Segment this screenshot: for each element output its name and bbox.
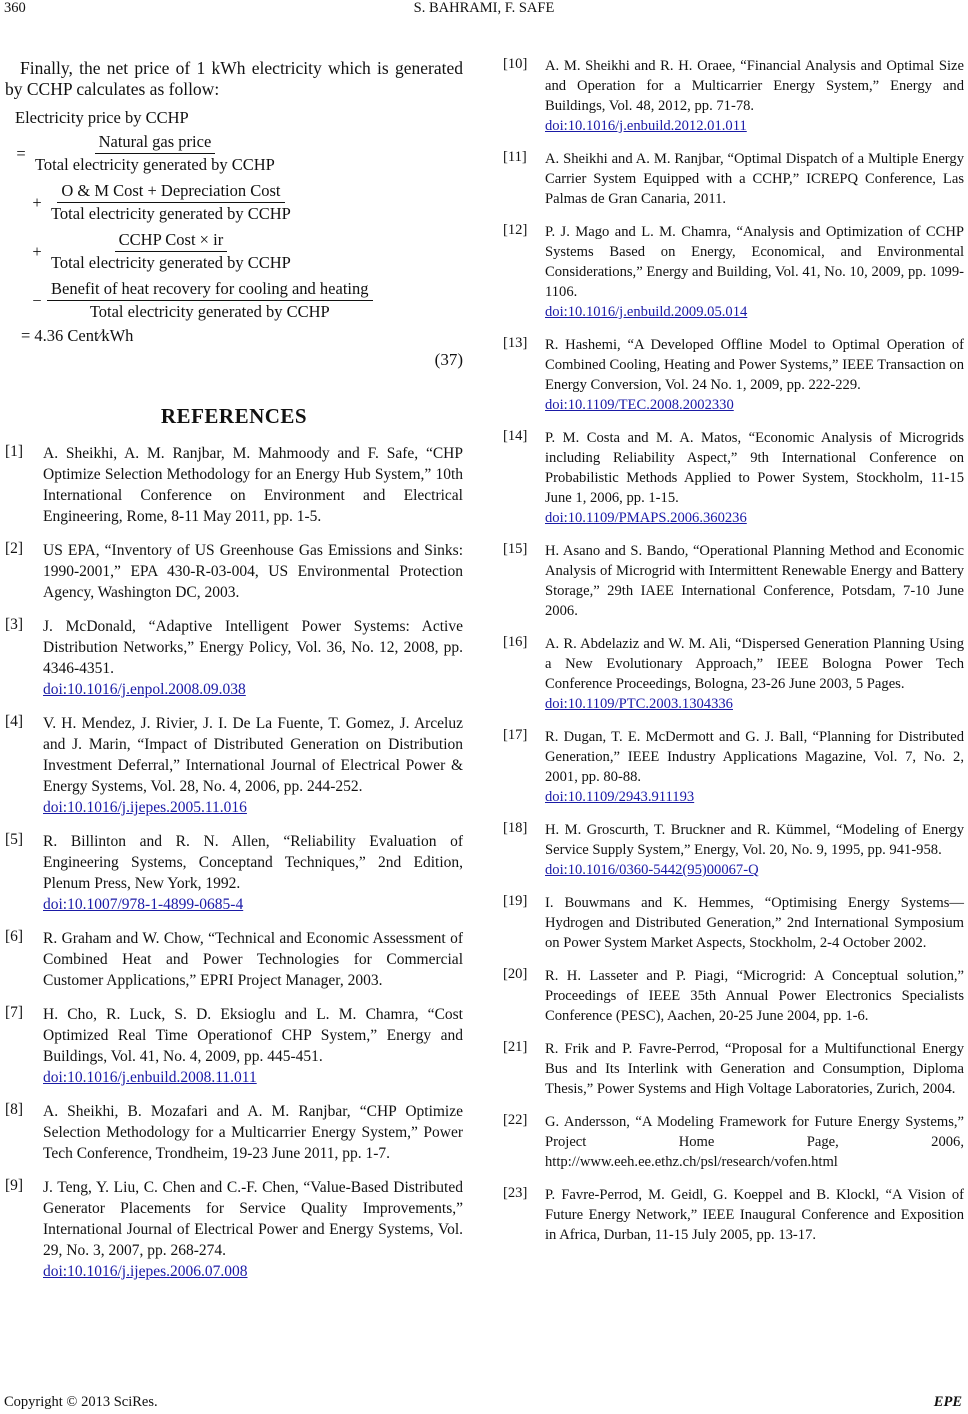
doi-link[interactable]: doi:10.1109/PTC.2003.1304336: [545, 696, 733, 712]
equation-lhs: Electricity price by CCHP: [15, 108, 189, 127]
reference-text: V. H. Mendez, J. Rivier, J. I. De La Fuente, T. Gomez, J. Arceluz and J. Marin, “Impact of Distributed Generation on Distribution Investment Deferral,” International Journal of Electrical Power & Energy Systems, Vol. 28, No. 4, 2006, pp. 244-252.: [43, 715, 463, 795]
reference-label: [20]: [503, 966, 528, 982]
reference-label: [7]: [5, 1004, 24, 1021]
reference-text-block: [545, 335, 964, 415]
term-heat-recovery: [47, 279, 373, 322]
fraction-denominator: Total electricity generated by CCHP: [89, 302, 330, 321]
reference-item: [503, 335, 964, 415]
term-cchp-cost: [47, 230, 295, 273]
doi-link[interactable]: doi:10.1109/PMAPS.2006.360236: [545, 510, 747, 526]
reference-item: [5, 1177, 463, 1282]
reference-item: [503, 149, 964, 209]
doi-link[interactable]: doi:10.1016/j.enbuild.2008.11.011: [43, 1069, 257, 1086]
equation-37: [5, 108, 463, 370]
reference-text-block: [43, 1101, 463, 1164]
reference-item: [503, 1185, 964, 1245]
reference-text-block: [545, 1185, 964, 1245]
reference-text-block: [545, 727, 964, 807]
reference-label: [16]: [503, 634, 528, 650]
references-heading: REFERENCES: [160, 404, 308, 428]
reference-label: [3]: [5, 616, 24, 633]
reference-text: P. J. Mago and L. M. Chamra, “Analysis and Optimization of CCHP Systems Based on Energy, Economical, and Environmental Considerations,” Energy and Building, Vol. 41, No. 10, 2009, pp. 1099-1106.: [545, 224, 964, 300]
copyright-notice: Copyright © 2013 SciRes.: [4, 1394, 158, 1410]
reference-label: [8]: [5, 1101, 24, 1118]
references-right: [503, 56, 964, 1245]
reference-text: R. H. Lasseter and P. Piagi, “Microgrid: A Conceptual solution,” Proceedings of IEEE 35th Annual Power Electronics Specialists Conference (PESC), Aachen, 20-25 June 2004, pp. 1-6.: [545, 968, 964, 1024]
reference-text: R. Graham and W. Chow, “Technical and Economic Assessment of Combined Heat and Power Technologies for Commercial Customer Applications,” EPRI Project Manager, 2003.: [43, 930, 463, 989]
reference-text-block: [43, 1177, 463, 1282]
reference-text: A. R. Abdelaziz and W. M. Ali, “Dispersed Generation Planning Using a New Evolutionary Approach,” IEEE Bologna Power Tech Conference Proceedings, Bologna, 23-26 June 2003, 5 Pages.: [545, 636, 964, 692]
reference-text: R. Hashemi, “A Developed Offline Model to Optimal Operation of Combined Cooling, Heating and Power Systems,” IEEE Transaction on Energy Conversion, Vol. 24 No. 1, 2009, pp. 222-229.: [545, 337, 964, 393]
reference-label: [6]: [5, 928, 24, 945]
reference-text-block: [545, 1112, 964, 1172]
reference-text: A. M. Sheikhi and R. H. Oraee, “Financial Analysis and Optimal Size and Operation for a Multicarrier Energy System,” Energy and Buildings, Vol. 48, 2012, pp. 71-78.: [545, 58, 964, 114]
reference-text: A. Sheikhi, B. Mozafari and A. M. Ranjbar, “CHP Optimize Selection Methodology for a Multicarrier Energy System,” Power Tech Conference, Trondheim, 19-23 June 2011, pp. 1-7.: [43, 1103, 463, 1162]
reference-text: US EPA, “Inventory of US Greenhouse Gas Emissions and Sinks: 1990-2001,” EPA 430-R-03-004, US Environmental Protection Agency, Washington DC, 2003.: [43, 542, 463, 601]
equation-result: = 4.36 Cent⁄kWh: [21, 326, 134, 345]
reference-label: [1]: [5, 443, 24, 460]
reference-text: P. Favre-Perrod, M. Geidl, G. Koeppel and B. Klockl, “A Vision of Future Energy Network,” IEEE Inaugural Conference and Exposition in Africa, Durban, 11-15 July 2005, pp. 13-17.: [545, 1187, 964, 1243]
reference-label: [11]: [503, 149, 527, 165]
reference-item: [503, 820, 964, 880]
reference-item: [5, 831, 463, 915]
doi-link[interactable]: doi:10.1007/978-1-4899-0685-4: [43, 896, 244, 913]
reference-item: [5, 443, 463, 527]
doi-link[interactable]: doi:10.1016/j.enbuild.2012.01.011: [545, 118, 747, 134]
reference-label: [10]: [503, 56, 528, 72]
reference-text: H. Asano and S. Bando, “Operational Planning Method and Economic Analysis of Microgrid with Intermittent Renewable Energy and Battery Storage,” 29th IAEE International Conference, Potsdam, 7-10 June 2006.: [545, 543, 964, 619]
intro-paragraph: Finally, the net price of 1 kWh electricity which is generated by CCHP calculates as follow:: [5, 58, 463, 99]
reference-label: [2]: [5, 540, 24, 557]
doi-link[interactable]: doi:10.1109/2943.911193: [545, 789, 695, 805]
reference-item: [503, 222, 964, 322]
reference-text: J. McDonald, “Adaptive Intelligent Power Systems: Active Distribution Networks,” Energy Policy, Vol. 36, No. 12, 2008, pp. 4346-4351.: [43, 618, 463, 677]
reference-text-block: [545, 1039, 964, 1099]
reference-item: [503, 727, 964, 807]
reference-label: [14]: [503, 428, 528, 444]
term-om-depreciation: [47, 181, 295, 224]
reference-text-block: [43, 831, 463, 915]
doi-link[interactable]: doi:10.1016/j.ijepes.2006.07.008: [43, 1263, 248, 1280]
doi-link[interactable]: doi:10.1016/j.ijepes.2005.11.016: [43, 799, 247, 816]
reference-text: R. Dugan, T. E. McDermott and G. J. Ball, “Planning for Distributed Generation,” IEEE Industry Applications Magazine, Vol. 7, No. 2, 2001, pp. 80-88.: [545, 729, 964, 785]
reference-label: [23]: [503, 1185, 528, 1201]
reference-label: [18]: [503, 820, 528, 836]
equals-sign: =: [16, 143, 26, 163]
reference-text-block: [43, 928, 463, 991]
reference-item: [503, 1112, 964, 1172]
reference-label: [12]: [503, 222, 528, 238]
reference-text-block: [545, 222, 964, 322]
reference-label: [9]: [5, 1177, 24, 1194]
reference-text-block: [545, 428, 964, 528]
reference-text-block: [43, 616, 463, 700]
reference-text-block: [43, 713, 463, 818]
reference-label: [19]: [503, 893, 528, 909]
reference-item: [5, 928, 463, 991]
reference-text: G. Andersson, “A Modeling Framework for Future Energy Systems,” Project Home Page, 2006, http://www.eeh.ee.ethz.ch/psl/research/vofen.html: [545, 1114, 964, 1170]
reference-item: [503, 56, 964, 136]
running-head: S. BAHRAMI, F. SAFE: [413, 0, 555, 16]
fraction-numerator: CCHP Cost × ir: [115, 230, 228, 252]
reference-text-block: [545, 541, 964, 621]
reference-text: J. Teng, Y. Liu, C. Chen and C.-F. Chen, “Value-Based Distributed Generator Placements for Service Quality Improvements,” International Journal of Electrical Power and Energy Systems, Vol. 29, No. 3, 2007, pp. 268-274.: [43, 1179, 463, 1259]
journal-abbrev: EPE: [933, 1394, 962, 1410]
reference-label: [22]: [503, 1112, 528, 1128]
reference-text-block: [43, 540, 463, 603]
fraction-denominator: Total electricity generated by CCHP: [35, 155, 275, 174]
reference-item: [503, 541, 964, 621]
reference-text: I. Bouwmans and K. Hemmes, “Optimising Energy Systems—Hydrogen and Distributed Generation,” 2nd International Symposium on Power System Market Aspects, Stockholm, 2-4 October 2002.: [545, 895, 964, 951]
reference-text-block: [545, 820, 964, 880]
term-natural-gas: [31, 132, 279, 175]
reference-text-block: [43, 443, 463, 527]
references-left: [5, 443, 463, 1282]
reference-item: [503, 966, 964, 1026]
reference-text-block: [545, 893, 964, 953]
reference-item: [503, 634, 964, 714]
reference-label: [15]: [503, 541, 528, 557]
reference-text-block: [43, 1004, 463, 1088]
reference-label: [17]: [503, 727, 528, 743]
right-column: [503, 56, 964, 1258]
fraction-numerator: Natural gas price: [95, 132, 216, 154]
fraction-numerator: O & M Cost + Depreciation Cost: [57, 181, 284, 203]
reference-label: [4]: [5, 713, 24, 730]
reference-item: [503, 893, 964, 953]
fraction-numerator: Benefit of heat recovery for cooling and heating: [47, 279, 373, 301]
equation-number: (37): [434, 350, 463, 369]
reference-text-block: [545, 56, 964, 136]
reference-text: H. M. Groscurth, T. Bruckner and R. Kümmel, “Modeling of Energy Service Supply System,” Energy, Vol. 20, No. 9, 1995, pp. 941-958.: [545, 822, 964, 858]
reference-text: H. Cho, R. Luck, S. D. Eksioglu and L. M. Chamra, “Cost Optimized Real Time Operationof CHP System,” Energy and Buildings, Vol. 41, No. 4, 2009, pp. 445-451.: [43, 1006, 463, 1065]
reference-text: A. Sheikhi and A. M. Ranjbar, “Optimal Dispatch of a Multiple Energy Carrier System Equipped with a CCHP,” ICREPQ Conference, Las Palmas de Gran Canaria, 2011.: [545, 151, 964, 207]
reference-item: [5, 540, 463, 603]
reference-label: [13]: [503, 335, 528, 351]
minus-sign: −: [32, 290, 42, 310]
doi-link[interactable]: doi:10.1016/j.enpol.2008.09.038: [43, 681, 246, 698]
reference-item: [503, 428, 964, 528]
reference-text: R. Frik and P. Favre-Perrod, “Proposal for a Multifunctional Energy Bus and Its Interlink with Generation and Consumption, Diploma Thesis,” Power Systems and High Voltage Laboratories, Zurich, 2004.: [545, 1041, 964, 1097]
reference-text: R. Billinton and R. N. Allen, “Reliability Evaluation of Engineering Systems, Conceptand Techniques,” 2nd Edition, Plenum Press, New York, 1992.: [43, 833, 463, 892]
doi-link[interactable]: doi:10.1016/0360-5442(95)00067-Q: [545, 862, 759, 878]
reference-text: A. Sheikhi, A. M. Ranjbar, M. Mahmoody and F. Safe, “CHP Optimize Selection Methodology for an Energy Hub System,” 10th International Conference on Environment and Electrical Engineering, Rome, 8-11 May 2011, pp. 1-5.: [43, 445, 463, 525]
reference-text-block: [545, 634, 964, 714]
doi-link[interactable]: doi:10.1016/j.enbuild.2009.05.014: [545, 304, 748, 320]
reference-item: [5, 1004, 463, 1088]
fraction-denominator: Total electricity generated by CCHP: [51, 253, 291, 272]
reference-label: [21]: [503, 1039, 528, 1055]
left-column: [5, 58, 463, 1295]
plus-sign: +: [32, 192, 42, 212]
reference-text-block: [545, 149, 964, 209]
reference-item: [503, 1039, 964, 1099]
reference-text-block: [545, 966, 964, 1026]
doi-link[interactable]: doi:10.1109/TEC.2008.2002330: [545, 397, 734, 413]
reference-text: P. M. Costa and M. A. Matos, “Economic Analysis of Microgrids including Reliability Aspect,” 9th International Conference on Probabilistic Methods Applied to Power System, Stockholm, 11-15 June 1, 2006, pp. 1-15.: [545, 430, 964, 506]
reference-label: [5]: [5, 831, 24, 848]
plus-sign: +: [32, 241, 42, 261]
fraction-denominator: Total electricity generated by CCHP: [51, 204, 291, 223]
reference-item: [5, 713, 463, 818]
page-number: 360: [4, 0, 26, 16]
reference-item: [5, 616, 463, 700]
reference-item: [5, 1101, 463, 1164]
